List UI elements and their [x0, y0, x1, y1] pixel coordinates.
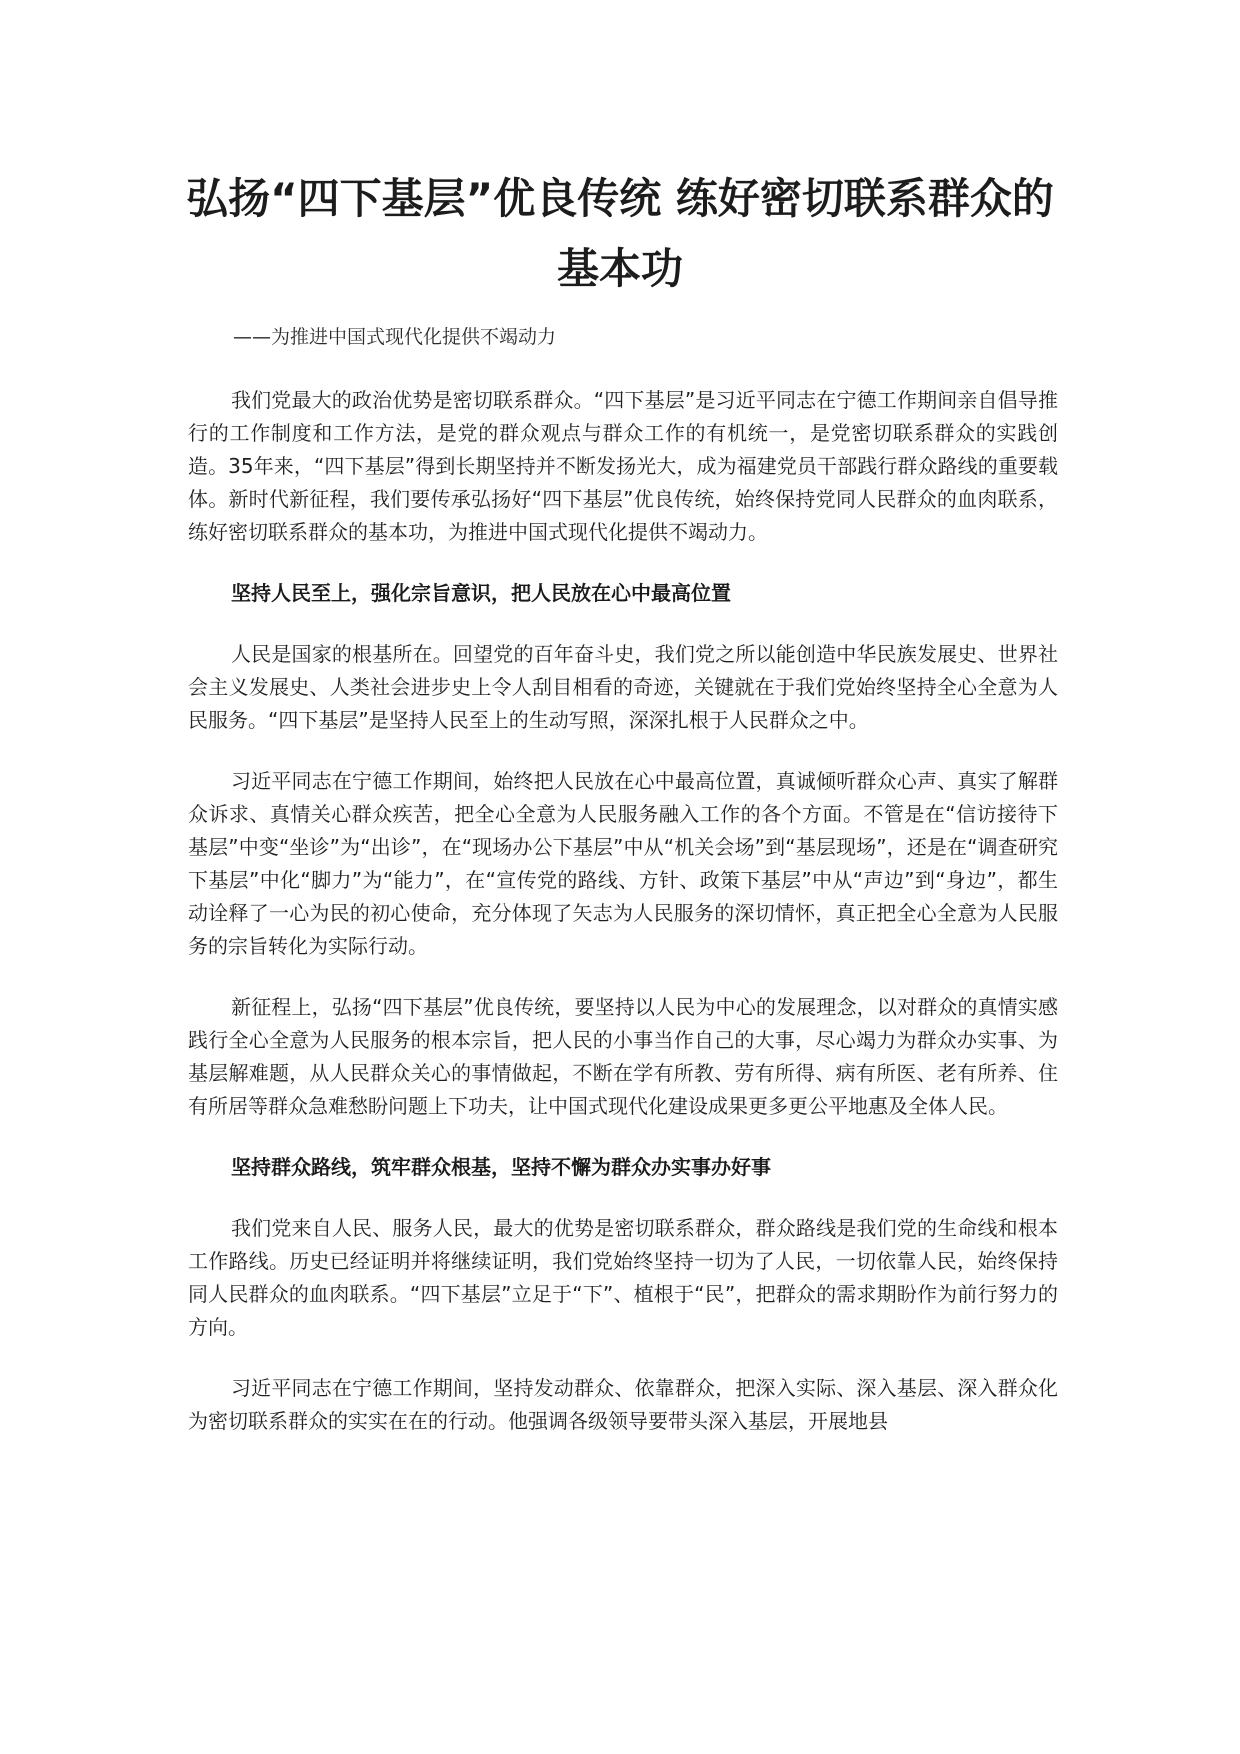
paragraph: 习近平同志在宁德工作期间，始终把人民放在心中最高位置，真诚倾听群众心声、真实了解群众诉求、真情关心群众疾苦，把全心全意为人民服务融入工作的各个方面。不管是在“信访接待下基层”中变“坐诊”为“出诊”，在“现场办公下基层”中从“机关会场”到“基层现场”，还是在“调查研究下基层”中化“脚力”为“能力”，在“宣传党的路线、方针、政策下基层”中从“声边”到“身边”，都生动诠释了一心为民的初心使命，充分体现了矢志为人民服务的深切情怀，真正把全心全意为人民服务的宗旨转化为实际行动。: [188, 769, 1058, 958]
title-line-2: 基本功: [556, 244, 683, 293]
paragraph: 我们党来自人民、服务人民，最大的优势是密切联系群众，群众路线是我们党的生命线和根本工作路线。历史已经证明并将继续证明，我们党始终坚持一切为了人民，一切依靠人民，始终保持同人民群众的血肉联系。“四下基层”立足于“下”、植根于“民”，把群众的需求期盼作为前行努力的方向。: [188, 1216, 1058, 1339]
document-body: [188, 384, 1058, 1466]
paragraph: 新征程上，弘扬“四下基层”优良传统，要坚持以人民为中心的发展理念，以对群众的真情实感践行全心全意为人民服务的根本宗旨，把人民的小事当作自己的大事，尽心竭力为群众办实事、为基层解难题，从人民群众关心的事情做起，不断在学有所教、劳有所得、病有所医、老有所养、住有所居等群众急难愁盼问题上下功夫，让中国式现代化建设成果更多更公平地惠及全体人民。: [188, 995, 1058, 1118]
section-heading-2: 坚持群众路线，筑牢群众根基，坚持不懈为群众办实事办好事: [231, 1155, 771, 1179]
paragraph: 人民是国家的根基所在。回望党的百年奋斗史，我们党之所以能创造中华民族发展史、世界社会主义发展史、人类社会进步史上令人刮目相看的奇迹，关键就在于我们党始终坚持全心全意为人民服务。“四下基层”是坚持人民至上的生动写照，深深扎根于人民群众之中。: [188, 642, 1058, 732]
section-heading-1: 坚持人民至上，强化宗旨意识，把人民放在心中最高位置: [231, 581, 731, 605]
title-line-1: 弘扬“四下基层”优良传统 练好密切联系群众的: [186, 174, 1054, 223]
document-subtitle: ——为推进中国式现代化提供不竭动力: [233, 326, 557, 348]
paragraph-intro: 我们党最大的政治优势是密切联系群众。“四下基层”是习近平同志在宁德工作期间亲自倡导推行的工作制度和工作方法，是党的群众观点与群众工作的有机统一，是党密切联系群众的实践创造。35年来，“四下基层”得到长期坚持并不断发扬光大，成为福建党员干部践行群众路线的重要载体。新时代新征程，我们要传承弘扬好“四下基层”优良传统，始终保持党同人民群众的血肉联系，练好密切联系群众的基本功，为推进中国式现代化提供不竭动力。: [188, 388, 1058, 544]
document-title: [160, 164, 1080, 304]
paragraph: 习近平同志在宁德工作期间，坚持发动群众、依靠群众，把深入实际、深入基层、深入群众化为密切联系群众的实实在在的行动。他强调各级领导要带头深入基层，开展地县: [188, 1376, 1058, 1433]
